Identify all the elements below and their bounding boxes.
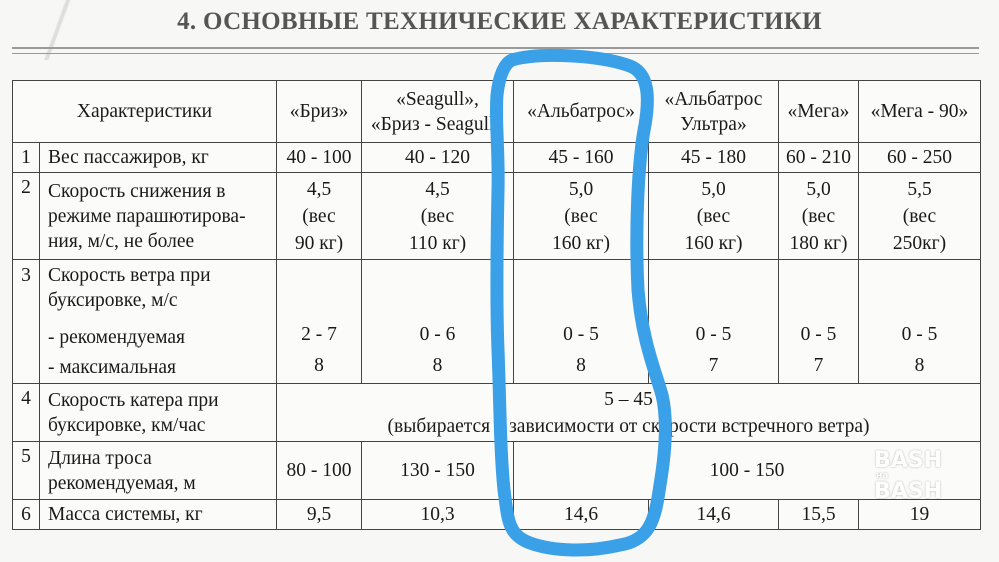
header-seagull: «Seagull», «Бриз - Seagull» bbox=[362, 81, 514, 143]
title-rule-thin bbox=[12, 53, 979, 54]
value-mega-90: 5,5 (вес 250кг) bbox=[859, 173, 981, 260]
value-albatros-ultra: 45 - 180 bbox=[649, 143, 779, 173]
specs-table bbox=[12, 80, 981, 530]
boat-speed-value: 5 – 45 bbox=[604, 388, 653, 410]
row-label: Вес пассажиров, кг bbox=[40, 143, 277, 173]
header-mega: «Мега» bbox=[779, 81, 859, 143]
value-boat-speed-all bbox=[277, 384, 981, 442]
value-seagull: 130 - 150 bbox=[362, 442, 514, 500]
value-albatros-ultra: 0 - 5 7 bbox=[649, 260, 779, 384]
bash-na-bash-logo: BASH на BASH bbox=[874, 448, 943, 504]
row-rope-length bbox=[13, 442, 981, 500]
value-briz: 40 - 100 bbox=[277, 143, 362, 173]
row-boat-speed bbox=[13, 384, 981, 442]
value-albatros: 45 - 160 bbox=[514, 143, 649, 173]
value-seagull: 0 - 6 8 bbox=[362, 260, 514, 384]
row-number: 6 bbox=[13, 500, 40, 530]
value-mega-90: 19 bbox=[859, 500, 981, 530]
row-number: 5 bbox=[13, 442, 40, 500]
row-passenger-weight bbox=[13, 143, 981, 173]
row-descent-speed bbox=[13, 173, 981, 260]
value-mega: 60 - 210 bbox=[779, 143, 859, 173]
value-albatros: 14,6 bbox=[514, 500, 649, 530]
value-briz: 80 - 100 bbox=[277, 442, 362, 500]
value-others: 100 - 150 bbox=[514, 442, 981, 500]
header-characteristic: Характеристики bbox=[13, 81, 277, 143]
row-number: 2 bbox=[13, 173, 40, 260]
row-label: Длина троса рекомендуемая, м bbox=[40, 442, 277, 500]
row-label: Скорость катера при буксировке, км/час bbox=[40, 384, 277, 442]
row-number: 4 bbox=[13, 384, 40, 442]
boat-speed-note: (выбирается в зависимости от скорости встречного ветра) bbox=[387, 415, 870, 437]
value-albatros: 0 - 5 8 bbox=[514, 260, 649, 384]
value-seagull: 10,3 bbox=[362, 500, 514, 530]
value-briz: 2 - 7 8 bbox=[277, 260, 362, 384]
value-albatros: 5,0 (вес 160 кг) bbox=[514, 173, 649, 260]
header-mega-90: «Мега - 90» bbox=[859, 81, 981, 143]
row-sublabel-recommended: - рекомендуемая bbox=[40, 322, 277, 353]
row-wind-speed bbox=[13, 260, 981, 322]
value-albatros-ultra: 5,0 (вес 160 кг) bbox=[649, 173, 779, 260]
header-albatros: «Альбатрос» bbox=[514, 81, 649, 143]
value-albatros-ultra: 14,6 bbox=[649, 500, 779, 530]
row-number: 1 bbox=[13, 143, 40, 173]
value-mega-90: 0 - 5 8 bbox=[859, 260, 981, 384]
header-briz: «Бриз» bbox=[277, 81, 362, 143]
value-seagull: 40 - 120 bbox=[362, 143, 514, 173]
row-system-mass bbox=[13, 500, 981, 530]
value-mega: 15,5 bbox=[779, 500, 859, 530]
row-label: Масса системы, кг bbox=[40, 500, 277, 530]
title-rule-thick bbox=[12, 47, 979, 49]
header-row bbox=[13, 81, 981, 143]
row-number: 3 bbox=[13, 260, 40, 384]
value-seagull: 4,5 (вес 110 кг) bbox=[362, 173, 514, 260]
value-briz: 4,5 (вес 90 кг) bbox=[277, 173, 362, 260]
section-title: 4. ОСНОВНЫЕ ТЕХНИЧЕСКИЕ ХАРАКТЕРИСТИКИ bbox=[177, 8, 822, 35]
value-mega: 5,0 (вес 180 кг) bbox=[779, 173, 859, 260]
value-mega: 0 - 5 7 bbox=[779, 260, 859, 384]
row-sublabel-max: - максимальная bbox=[40, 353, 277, 384]
header-albatros-ultra: «Альбатрос Ультра» bbox=[649, 81, 779, 143]
value-briz: 9,5 bbox=[277, 500, 362, 530]
row-label: Скорость ветра при буксировке, м/с bbox=[40, 260, 277, 322]
row-label: Скорость снижения в режиме парашютирова- ния, м/с, не более bbox=[40, 173, 277, 260]
value-mega-90: 60 - 250 bbox=[859, 143, 981, 173]
